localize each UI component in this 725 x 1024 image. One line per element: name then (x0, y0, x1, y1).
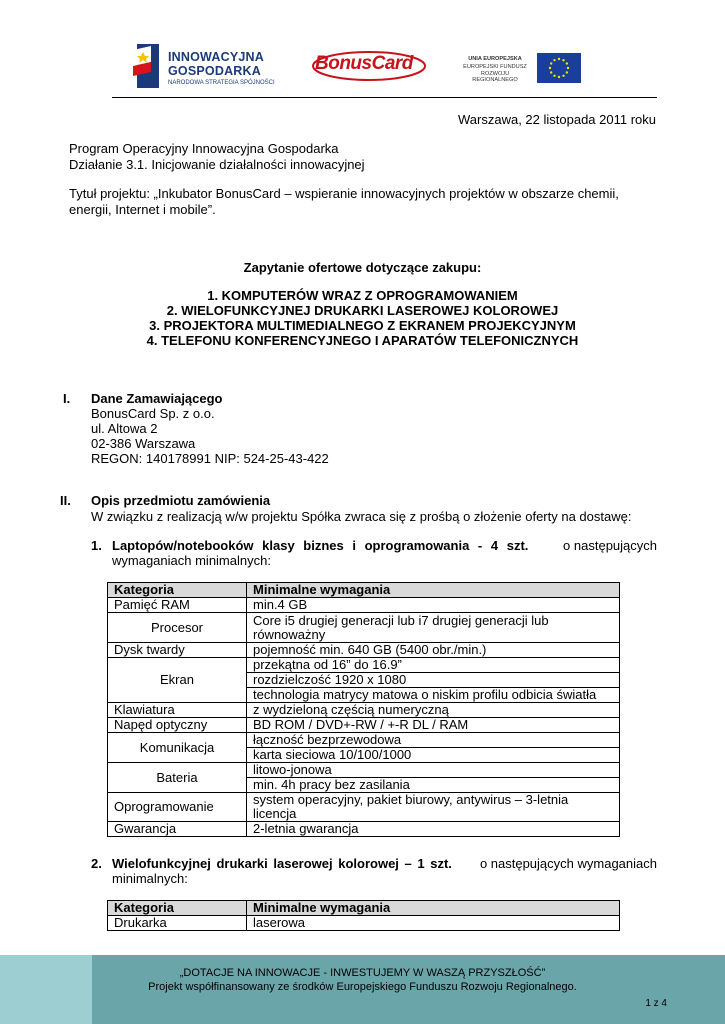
table-cell: rozdzielczość 1920 x 1080 (247, 673, 620, 688)
table-row (108, 793, 620, 822)
table-cell: Pamięć RAM (108, 598, 247, 613)
header-divider (112, 97, 657, 98)
table-cell: Klawiatura (108, 703, 247, 718)
item2-line2: minimalnych: (112, 871, 188, 886)
item2-rest-text: o następujących wymaganiach (479, 856, 657, 871)
table-cell: BD ROM / DVD+-RW / +-R DL / RAM (247, 718, 620, 733)
section1-number: I. (63, 391, 71, 406)
company-city: 02-386 Warszawa (91, 436, 196, 451)
cell-line: równoważny (253, 626, 326, 642)
date-line: Warszawa, 22 listopada 2011 roku (458, 112, 656, 127)
table-row (108, 643, 620, 658)
table-row (108, 733, 620, 748)
table-cell: litowo-jonowa (247, 763, 620, 778)
section2-title: Opis przedmiotu zamówienia (91, 493, 271, 508)
eu-logo-line3: ROZWOJU REGIONALNEGO (472, 71, 518, 83)
eu-flag-icon (537, 53, 581, 83)
table-cell: Procesor (108, 613, 247, 643)
table-cell: pojemność min. 640 GB (5400 obr./min.) (247, 643, 620, 658)
table-header-requirements: Minimalne wymagania (247, 901, 620, 916)
project-title-line2: energii, Internet i mobile”. (69, 202, 216, 217)
eu-logo-line1: UNIA EUROPEJSKA (468, 56, 522, 62)
table-cell: Gwarancja (108, 822, 247, 837)
page-number: 1 z 4 (645, 998, 667, 1009)
section2-number: II. (60, 493, 71, 508)
table-cell: z wydzieloną częścią numeryczną (247, 703, 620, 718)
table-cell: min.4 GB (247, 598, 620, 613)
item1-rest-text: o następujących (563, 538, 657, 553)
company-street: ul. Altowa 2 (91, 421, 158, 436)
eu-logo (459, 53, 584, 83)
item2-bold-text: Wielofunkcyjnej drukarki laserowej kolorowej – 1 szt. (112, 856, 452, 871)
inquiry-title: Zapytanie ofertowe dotyczące zakupu: (243, 260, 482, 275)
cell-line: Core i5 drugiej generacji lub i7 drugiej generacji lub (253, 612, 549, 628)
ig-flag-icon (133, 42, 163, 90)
table-cell: przekątna od 16” do 16.9” (247, 658, 620, 673)
section2-intro: W związku z realizacją w/w projektu Spółka zwraca się z prośbą o złożenie oferty na dostawę: (91, 509, 632, 524)
table-header-row (108, 583, 620, 598)
item1-heading (112, 538, 657, 554)
item1-number: 1. (91, 538, 102, 553)
table-cell: technologia matrycy matowa o niskim profilu odbicia światła (247, 688, 620, 703)
eu-logo-line2: EUROPEJSKI FUNDUSZ (463, 64, 527, 70)
company-name: BonusCard Sp. z o.o. (91, 406, 215, 421)
ig-logo-line3: NARODOWA STRATEGIA SPÓJNOŚCI (168, 80, 275, 86)
table-row (108, 613, 620, 643)
item2-heading (112, 856, 657, 872)
table-cell: Oprogramowanie (108, 793, 247, 822)
program-line2: Działanie 3.1. Inicjowanie działalności innowacyjnej (69, 157, 365, 172)
table-cell: Dysk twardy (108, 643, 247, 658)
printer-spec-table (107, 900, 620, 931)
inquiry-item-3: 3. PROJEKTORA MULTIMEDIALNEGO Z EKRANEM PROJEKCYJNYM (149, 318, 576, 333)
table-cell: Drukarka (108, 916, 247, 931)
innowacyjna-gospodarka-logo (133, 42, 293, 92)
table-cell: 2-letnia gwarancja (247, 822, 620, 837)
item1-line2: wymaganiach minimalnych: (112, 553, 271, 568)
table-row (108, 658, 620, 673)
footer-cofinancing: Projekt współfinansowany ze środków Europejskiego Funduszu Rozwoju Regionalnego. (148, 981, 577, 993)
project-title-line1: Tytuł projektu: „Inkubator BonusCard – wspieranie innowacyjnych projektów w obszarze chemii, (69, 186, 619, 201)
laptop-spec-table (107, 582, 620, 837)
inquiry-item-4: 4. TELEFONU KONFERENCYJNEGO I APARATÓW TELEFONICZNYCH (146, 333, 579, 348)
table-row (108, 763, 620, 778)
table-header-category: Kategoria (108, 583, 247, 598)
footer-block (92, 955, 725, 1024)
table-cell: Ekran (108, 658, 247, 703)
footer-slogan: „DOTACJE NA INNOWACJE - INWESTUJEMY W WASZĄ PRZYSZŁOŚĆ” (179, 967, 546, 979)
table-cell: Komunikacja (108, 733, 247, 763)
company-ids: REGON: 140178991 NIP: 524-25-43-422 (91, 451, 329, 466)
program-line1: Program Operacyjny Innowacyjna Gospodarka (69, 141, 339, 156)
table-cell: karta sieciowa 10/100/1000 (247, 748, 620, 763)
table-row (108, 703, 620, 718)
item2-number: 2. (91, 856, 102, 871)
item1-bold-text: Laptopów/notebooków klasy biznes i oprogramowania - 4 szt. (112, 538, 529, 553)
table-header-requirements: Minimalne wymagania (247, 583, 620, 598)
table-cell: min. 4h pracy bez zasilania (247, 778, 620, 793)
bonuscard-logo-text: BonusCard (315, 53, 413, 74)
table-cell: łączność bezprzewodowa (247, 733, 620, 748)
table-cell: laserowa (247, 916, 620, 931)
table-row (108, 598, 620, 613)
table-row (108, 718, 620, 733)
table-cell: Napęd optyczny (108, 718, 247, 733)
table-header-category: Kategoria (108, 901, 247, 916)
section1-title: Dane Zamawiającego (91, 391, 223, 406)
table-cell: system operacyjny, pakiet biurowy, antywirus – 3-letnia licencja (247, 793, 620, 822)
inquiry-item-1: 1. KOMPUTERÓW WRAZ Z OPROGRAMOWANIEM (207, 288, 518, 303)
table-row (108, 916, 620, 931)
table-row (108, 822, 620, 837)
bonuscard-logo (311, 49, 431, 83)
ig-logo-line1: INNOWACYJNA (168, 50, 264, 64)
ig-logo-line2: GOSPODARKA (168, 64, 261, 78)
inquiry-item-2: 2. WIELOFUNKCYJNEJ DRUKARKI LASEROWEJ KOLOROWEJ (166, 303, 559, 318)
table-cell (247, 613, 620, 643)
table-header-row (108, 901, 620, 916)
table-cell: Bateria (108, 763, 247, 793)
